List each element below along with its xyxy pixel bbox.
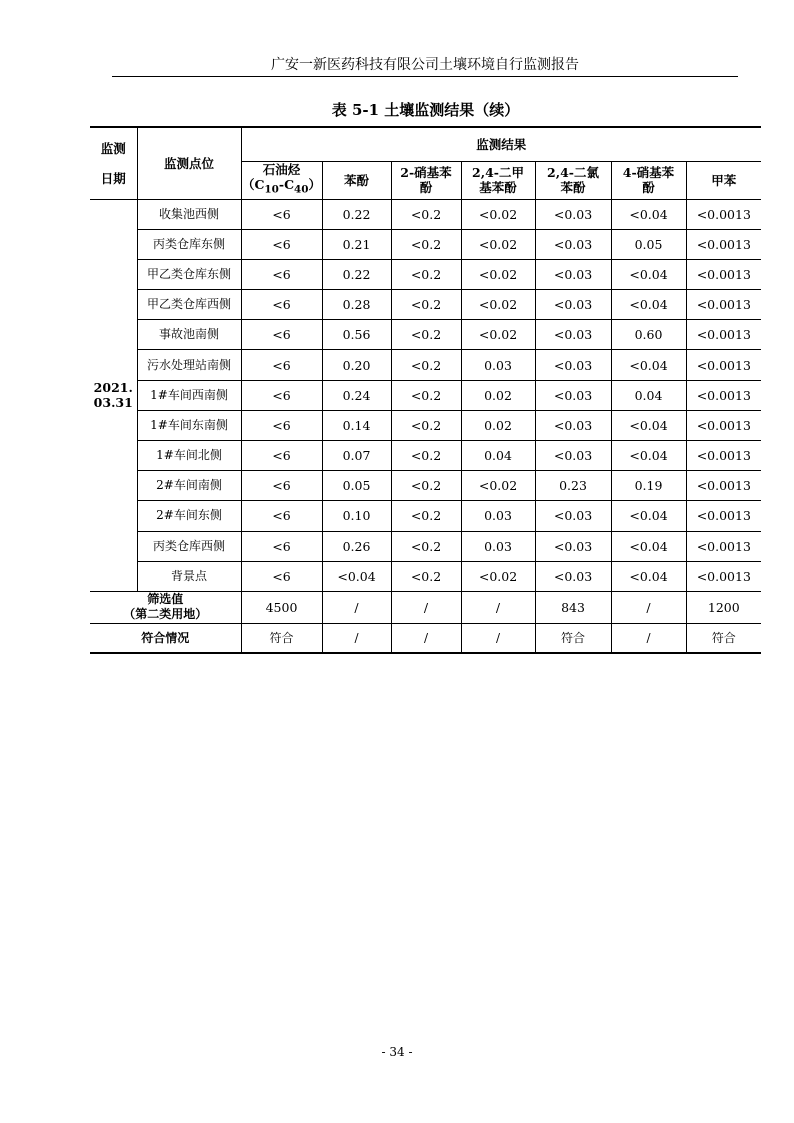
table-row [90, 259, 761, 289]
value-cell: <0.04 [611, 441, 686, 471]
soil-monitoring-results-table [90, 126, 761, 654]
value-cell: <0.04 [611, 561, 686, 591]
parameter-header: 4-硝基苯 酚 [611, 161, 686, 199]
value-cell: <0.0013 [686, 290, 761, 320]
value-cell: <6 [241, 350, 322, 380]
parameter-header: 石油烃 $(C_{10}-C_{40})$ [241, 161, 322, 199]
page-number: - 34 - [381, 1045, 413, 1059]
compliance-value-cell: 符合 [241, 623, 322, 653]
value-cell: <0.2 [391, 290, 461, 320]
value-cell: <0.04 [611, 290, 686, 320]
value-cell: <0.0013 [686, 531, 761, 561]
value-cell: <0.04 [611, 410, 686, 440]
value-cell: <0.03 [535, 410, 611, 440]
value-cell: <0.0013 [686, 259, 761, 289]
value-cell: 0.02 [461, 380, 535, 410]
compliance-value-cell: / [322, 623, 391, 653]
table-row [90, 350, 761, 380]
value-cell: <0.04 [322, 561, 391, 591]
value-cell: <0.03 [535, 229, 611, 259]
value-cell: 0.22 [322, 259, 391, 289]
value-cell: 0.03 [461, 501, 535, 531]
value-cell: <6 [241, 380, 322, 410]
site-cell: 丙类仓库西侧 [137, 531, 241, 561]
table-row [90, 320, 761, 350]
value-cell: <6 [241, 531, 322, 561]
value-cell: <6 [241, 229, 322, 259]
value-cell: <6 [241, 410, 322, 440]
site-cell: 1#车间北侧 [137, 441, 241, 471]
table-row [90, 531, 761, 561]
value-cell: <6 [241, 471, 322, 501]
value-cell: <0.03 [535, 501, 611, 531]
table-row [90, 561, 761, 591]
compliance-row [90, 623, 761, 653]
value-cell: <0.2 [391, 410, 461, 440]
page-header: 广安一新医药科技有限公司土壤环境自行监测报告 [271, 57, 579, 73]
site-cell: 2#车间南侧 [137, 471, 241, 501]
table-row [90, 501, 761, 531]
screening-value-cell: / [322, 591, 391, 623]
table-row [90, 199, 761, 229]
compliance-label: 符合情况 [90, 623, 241, 653]
value-cell: <0.0013 [686, 501, 761, 531]
value-cell: <0.03 [535, 380, 611, 410]
value-cell: <0.04 [611, 350, 686, 380]
value-cell: <0.2 [391, 531, 461, 561]
value-cell: 0.02 [461, 410, 535, 440]
value-cell: <0.03 [535, 561, 611, 591]
value-cell: <6 [241, 199, 322, 229]
site-cell: 污水处理站南侧 [137, 350, 241, 380]
value-cell: <0.04 [611, 259, 686, 289]
value-cell: <0.0013 [686, 350, 761, 380]
value-cell: 0.07 [322, 441, 391, 471]
value-cell: 0.04 [611, 380, 686, 410]
value-cell: <0.03 [535, 259, 611, 289]
table-row [90, 290, 761, 320]
value-cell: 0.05 [611, 229, 686, 259]
value-cell: <0.0013 [686, 229, 761, 259]
site-cell: 2#车间东侧 [137, 501, 241, 531]
screening-label: 筛选值 （第二类用地） [90, 591, 241, 623]
value-cell: <0.2 [391, 441, 461, 471]
value-cell: <0.0013 [686, 410, 761, 440]
value-cell: <0.03 [535, 199, 611, 229]
screening-value-cell: / [461, 591, 535, 623]
compliance-value-cell: / [461, 623, 535, 653]
value-cell: 0.20 [322, 350, 391, 380]
value-cell: 0.10 [322, 501, 391, 531]
value-cell: <0.02 [461, 320, 535, 350]
value-cell: <0.0013 [686, 199, 761, 229]
value-cell: <0.03 [535, 531, 611, 561]
compliance-value-cell: / [611, 623, 686, 653]
value-cell: <0.0013 [686, 561, 761, 591]
monitoring-date-cell: 2021. 03.31 [90, 199, 137, 591]
screening-value-cell: / [391, 591, 461, 623]
date-column-header: 监测 日期 [90, 127, 137, 199]
value-cell: <0.02 [461, 471, 535, 501]
value-cell: <0.2 [391, 229, 461, 259]
value-cell: 0.03 [461, 531, 535, 561]
site-cell: 丙类仓库东侧 [137, 229, 241, 259]
parameter-header: 2,4-二甲 基苯酚 [461, 161, 535, 199]
results-group-header: 监测结果 [241, 127, 761, 161]
parameter-header: 甲苯 [686, 161, 761, 199]
site-cell: 1#车间东南侧 [137, 410, 241, 440]
value-cell: <0.2 [391, 501, 461, 531]
screening-value-cell: / [611, 591, 686, 623]
screening-row [90, 591, 761, 623]
value-cell: <6 [241, 501, 322, 531]
value-cell: <0.03 [535, 320, 611, 350]
value-cell: <0.2 [391, 320, 461, 350]
value-cell: <0.0013 [686, 320, 761, 350]
value-cell: 0.23 [535, 471, 611, 501]
value-cell: 0.28 [322, 290, 391, 320]
value-cell: <0.02 [461, 229, 535, 259]
site-cell: 收集池西侧 [137, 199, 241, 229]
screening-value-cell: 843 [535, 591, 611, 623]
value-cell: <0.03 [535, 350, 611, 380]
value-cell: <0.02 [461, 199, 535, 229]
table-caption: 表 5-1 土壤监测结果（续） [331, 101, 520, 119]
table-row [90, 410, 761, 440]
value-cell: <0.0013 [686, 380, 761, 410]
site-cell: 甲乙类仓库东侧 [137, 259, 241, 289]
value-cell: 0.04 [461, 441, 535, 471]
site-cell: 1#车间西南侧 [137, 380, 241, 410]
site-column-header: 监测点位 [137, 127, 241, 199]
value-cell: <6 [241, 320, 322, 350]
compliance-value-cell: 符合 [535, 623, 611, 653]
compliance-value-cell: 符合 [686, 623, 761, 653]
value-cell: <0.02 [461, 290, 535, 320]
value-cell: 0.14 [322, 410, 391, 440]
value-cell: 0.24 [322, 380, 391, 410]
value-cell: <0.04 [611, 531, 686, 561]
compliance-value-cell: / [391, 623, 461, 653]
table-row [90, 441, 761, 471]
site-cell: 甲乙类仓库西侧 [137, 290, 241, 320]
value-cell: <0.03 [535, 290, 611, 320]
value-cell: <0.2 [391, 199, 461, 229]
header-divider [112, 76, 738, 77]
table-row [90, 471, 761, 501]
value-cell: <0.04 [611, 199, 686, 229]
value-cell: 0.60 [611, 320, 686, 350]
parameter-header: 2-硝基苯 酚 [391, 161, 461, 199]
value-cell: 0.22 [322, 199, 391, 229]
table-row [90, 380, 761, 410]
value-cell: <0.2 [391, 471, 461, 501]
value-cell: <0.2 [391, 350, 461, 380]
value-cell: <0.04 [611, 501, 686, 531]
value-cell: 0.05 [322, 471, 391, 501]
value-cell: 0.56 [322, 320, 391, 350]
value-cell: 0.26 [322, 531, 391, 561]
value-cell: 0.19 [611, 471, 686, 501]
value-cell: <0.2 [391, 380, 461, 410]
table-row [90, 229, 761, 259]
value-cell: <0.0013 [686, 441, 761, 471]
value-cell: <0.2 [391, 259, 461, 289]
screening-value-cell: 4500 [241, 591, 322, 623]
value-cell: <6 [241, 290, 322, 320]
value-cell: <6 [241, 441, 322, 471]
value-cell: <6 [241, 259, 322, 289]
parameter-header: 2,4-二氯 苯酚 [535, 161, 611, 199]
value-cell: <0.0013 [686, 471, 761, 501]
value-cell: <0.02 [461, 259, 535, 289]
value-cell: <6 [241, 561, 322, 591]
value-cell: 0.03 [461, 350, 535, 380]
value-cell: <0.2 [391, 561, 461, 591]
parameter-header: 苯酚 [322, 161, 391, 199]
screening-value-cell: 1200 [686, 591, 761, 623]
site-cell: 背景点 [137, 561, 241, 591]
value-cell: 0.21 [322, 229, 391, 259]
value-cell: <0.02 [461, 561, 535, 591]
value-cell: <0.03 [535, 441, 611, 471]
site-cell: 事故池南侧 [137, 320, 241, 350]
